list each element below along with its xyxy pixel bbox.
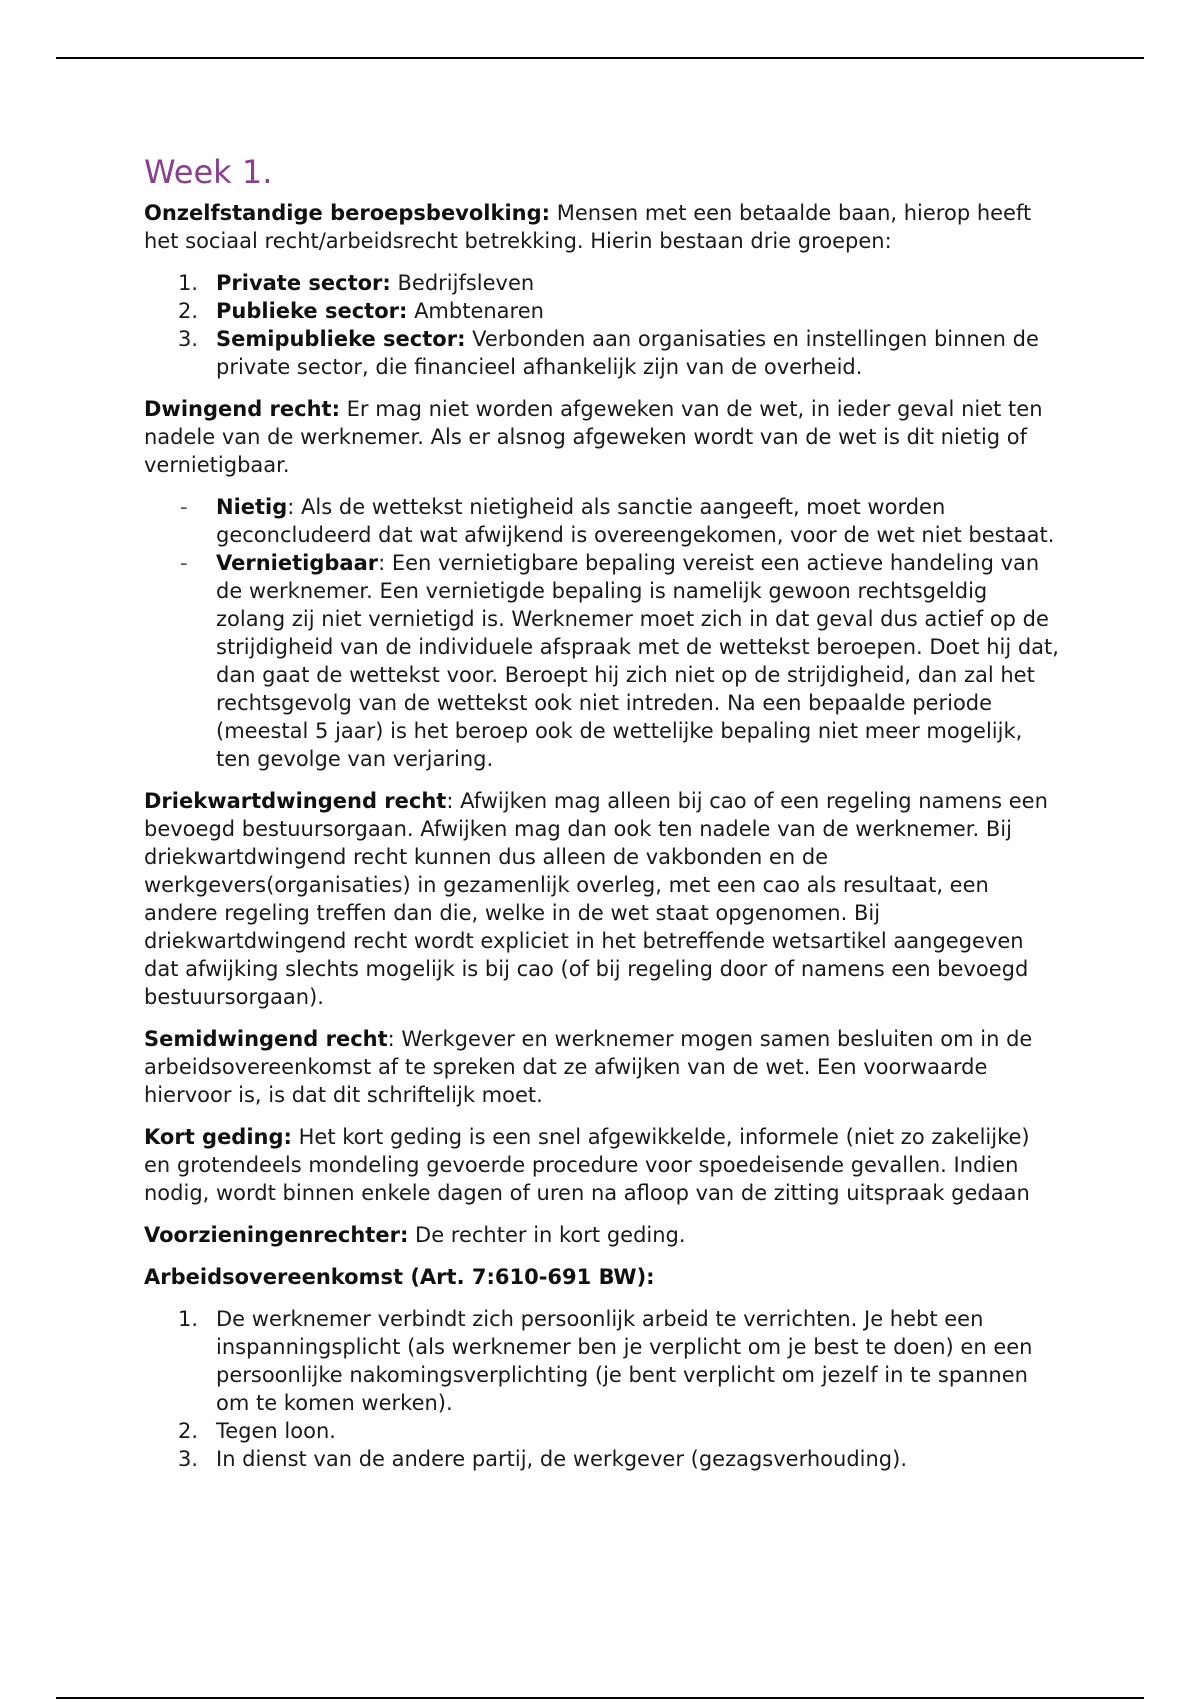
page-heading: Week 1. [144,153,273,191]
term: Publieke sector: [216,299,408,323]
list-dash: - [180,551,188,575]
list-text: Tegen loon. [216,1419,336,1443]
term: Kort geding: [144,1125,292,1149]
definition: Het kort geding is een snel afgewikkelde, informele (niet zo zakelijke) en grotendeels mondeling gevoerde procedure voor spoedeisende gevallen. Indien nodig, wordt binnen enkele dagen of uren na afloop van de zitting uitspraak gedaan [144,1125,1030,1205]
term: Arbeidsovereenkomst (Art. 7:610-691 BW): [144,1265,655,1289]
list-item [144,1417,1059,1445]
paragraph-driekwartdwingend-recht [144,787,1059,1011]
definition: : Afwijken mag alleen bij cao of een regeling namens een bevoegd bestuursorgaan. Afwijken mag dan ook ten nadele van de werknemer. Bij driekwartdwingend recht kunnen dus alleen de vakbonden en de werkgevers(organisaties) in gezamenlijk overleg, met een cao als resultaat, een andere regeling treffen dan die, welke in de wet staat opgenomen. Bij driekwartdwingend recht wordt expliciet in het betreffende wetsartikel aangegeven dat afwijking slechts mogelijk is bij cao (of bij regeling door of namens een bevoegd bestuursorgaan). [144,789,1048,1009]
term: Vernietigbaar [216,551,379,575]
list-dash: - [180,495,188,519]
list-item [144,493,1059,549]
list-item [144,1305,1059,1417]
definition: Verbonden aan organisaties en instellingen binnen de private sector, die financieel afhankelijk zijn van de overheid. [216,327,1039,379]
list-number: 1. [178,271,199,295]
list-number: 2. [178,1419,199,1443]
list-number: 3. [178,1447,199,1471]
sector-list [144,269,1059,381]
list-item [144,325,1059,381]
paragraph-voorzieningenrechter [144,1221,1059,1249]
paragraph-arbeidsovereenkomst [144,1263,1059,1291]
definition: Ambtenaren [407,299,544,323]
definition: Er mag niet worden afgeweken van de wet, in ieder geval niet ten nadele van de werknemer. Als er alsnog afgeweken wordt van de wet is dit nietig of vernietigbaar. [144,397,1043,477]
footer-rule [56,1697,1144,1699]
term: Dwingend recht: [144,397,340,421]
list-item [144,297,1059,325]
list-number: 1. [178,1307,199,1331]
sanction-list [144,493,1059,773]
list-number: 2. [178,299,199,323]
paragraph-kort-geding [144,1123,1059,1207]
list-item [144,1445,1059,1473]
paragraph-dwingend-recht [144,395,1059,479]
list-item [144,549,1059,773]
definition: De rechter in kort geding. [408,1223,686,1247]
definition: : Als de wettekst nietigheid als sanctie aangeeft, moet worden geconcludeerd dat wat afwijkend is overeengekomen, voor de wet niet bestaat. [216,495,1055,547]
definition: : Een vernietigbare bepaling vereist een actieve handeling van de werknemer. Een vernietigde bepaling is namelijk gewoon rechtsgeldig zolang zij niet vernietigd is. Werknemer moet zich in dat geval dus actief op de strijdigheid van de individuele afspraak met de wettekst beroepen. Doet hij dat, dan gaat de wettekst voor. Beroept hij zich niet op de strijdigheid, dan zal het rechtsgevolg van de wettekst ook niet intreden. Na een bepaalde periode (meestal 5 jaar) is het beroep ook de wettelijke bepaling niet meer mogelijk, ten gevolge van verjaring. [216,551,1059,771]
term: Voorzieningenrechter: [144,1223,409,1247]
header-rule [56,57,1144,59]
definition: Bedrijfsleven [390,271,535,295]
term: Semipublieke sector: [216,327,466,351]
term: Onzelfstandige beroepsbevolking: [144,201,551,225]
list-text: In dienst van de andere partij, de werkgever (gezagsverhouding). [216,1447,907,1471]
definition: : Werkgever en werknemer mogen samen besluiten om in de arbeidsovereenkomst af te spreken dat ze afwijken van de wet. Een voorwaarde hiervoor is, is dat dit schriftelijk moet. [144,1027,1033,1107]
term: Nietig [216,495,288,519]
list-text: De werknemer verbindt zich persoonlijk arbeid te verrichten. Je hebt een inspanningsplicht (als werknemer ben je verplicht om je best te doen) en een persoonlijke nakomingsverplichting (je bent verplicht om jezelf in te spannen om te komen werken). [216,1307,1033,1415]
paragraph-semidwingend-recht [144,1025,1059,1109]
list-number: 3. [178,327,199,351]
arbeidsovereenkomst-elements [144,1305,1059,1473]
document-body [144,152,1059,1487]
term: Semidwingend recht [144,1027,388,1051]
paragraph-onzelfstandige-beroepsbevolking [144,199,1059,255]
definition: Mensen met een betaalde baan, hierop heeft het sociaal recht/arbeidsrecht betrekking. Hierin bestaan drie groepen: [144,201,1032,253]
term: Driekwartdwingend recht [144,789,447,813]
list-item [144,269,1059,297]
term: Private sector: [216,271,391,295]
